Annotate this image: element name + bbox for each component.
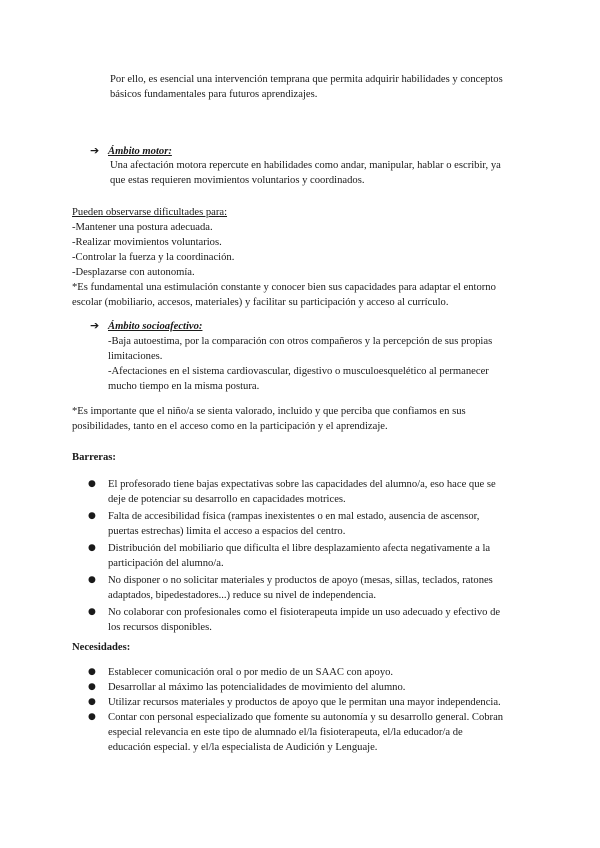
- list-item-line: Contar con personal especializado que fomente su autonomía y su desarrollo general. Cobran: [108, 712, 504, 723]
- dificultades-heading: Pueden observarse dificultades para:: [72, 207, 228, 218]
- list-item-line: puertas estrechas) limita el acceso a espacios del centro.: [108, 526, 346, 537]
- dificultades-block: [72, 205, 532, 310]
- socio-heading: [90, 319, 202, 332]
- list-item: [88, 509, 528, 539]
- motor-line: que estas requieren movimientos voluntarios y coordinados.: [110, 175, 365, 186]
- list-item-line: El profesorado tiene bajas expectativas sobre las capacidades del alumno/a, eso hace que se: [108, 479, 496, 490]
- bullet-icon: ●: [88, 667, 96, 677]
- list-item-line: especial relevancia en este tipo de alumnado el/la fisioterapeuta, el/la educador/a de: [108, 727, 463, 738]
- dificultades-note: escolar (mobiliario, accesos, materiales) y facilitar su participación y acceso al currículo.: [72, 297, 449, 308]
- motor-title: Ámbito motor:: [108, 146, 172, 157]
- socio-line: -Afectaciones en el sistema cardiovascular, digestivo o musculoesquelético al permanecer: [108, 366, 489, 377]
- list-item-line: participación del alumno/a.: [108, 558, 224, 569]
- motor-line: Una afectación motora repercute en habilidades como andar, manipular, hablar o escribir, ya: [110, 160, 501, 171]
- list-item-line: los recursos disponibles.: [108, 622, 212, 633]
- list-item-line: adaptados, bipedestadores...) reduce su nivel de independencia.: [108, 590, 376, 601]
- arrow-right-icon: ➔: [90, 319, 100, 332]
- list-item: [88, 695, 528, 710]
- important-line: *Es importante que el niño/a se sienta valorado, incluido y que perciba que confiamos en sus: [72, 406, 466, 417]
- list-item: [88, 573, 528, 603]
- socio-paragraph: [108, 334, 538, 394]
- bullet-icon: ●: [88, 712, 96, 722]
- dificultades-item: -Desplazarse con autonomía.: [72, 267, 195, 278]
- important-note: [72, 404, 532, 434]
- dificultades-note: *Es fundamental una estimulación constante y conocer bien sus capacidades para adaptar el entorno: [72, 282, 496, 293]
- necesidades-title: Necesidades:: [72, 642, 131, 653]
- list-item: [88, 477, 528, 507]
- bullet-icon: ●: [88, 511, 96, 521]
- barreras-list: [88, 477, 528, 637]
- list-item-line: Distribución del mobiliario que dificulta el libre desplazamiento afecta negativamente a la: [108, 543, 491, 554]
- necesidades-list: [88, 665, 528, 755]
- important-line: posibilidades, tanto en el acceso como en la participación y el aprendizaje.: [72, 421, 388, 432]
- dificultades-item: -Realizar movimientos voluntarios.: [72, 237, 222, 248]
- dificultades-item: -Controlar la fuerza y la coordinación.: [72, 252, 235, 263]
- intro-paragraph: [110, 72, 550, 102]
- list-item-line: Desarrollar al máximo las potencialidades de movimiento del alumno.: [108, 682, 406, 693]
- socio-title: Ámbito socioafectivo:: [108, 321, 203, 332]
- motor-heading: [90, 144, 172, 157]
- socio-line: -Baja autoestima, por la comparación con otros compañeros y la percepción de sus propias: [108, 336, 493, 347]
- barreras-title: Barreras:: [72, 452, 116, 463]
- dificultades-item: -Mantener una postura adecuada.: [72, 222, 213, 233]
- intro-line: básicos fundamentales para futuros aprendizajes.: [110, 89, 318, 100]
- motor-paragraph: [110, 158, 540, 188]
- arrow-right-icon: ➔: [90, 144, 100, 157]
- list-item: [88, 605, 528, 635]
- bullet-icon: ●: [88, 575, 96, 585]
- list-item-line: educación especial. y el/la especialista de Audición y Lenguaje.: [108, 742, 378, 753]
- list-item-line: No colaborar con profesionales como el fisioterapeuta impide un uso adecuado y efectivo de: [108, 607, 501, 618]
- intro-line: Por ello, es esencial una intervención temprana que permita adquirir habilidades y conceptos: [110, 74, 503, 85]
- list-item: [88, 665, 528, 680]
- list-item-line: Establecer comunicación oral o por medio de un SAAC con apoyo.: [108, 667, 394, 678]
- list-item-line: No disponer o no solicitar materiales y productos de apoyo (mesas, sillas, teclados, ratones: [108, 575, 493, 586]
- list-item: [88, 541, 528, 571]
- bullet-icon: ●: [88, 697, 96, 707]
- bullet-icon: ●: [88, 607, 96, 617]
- list-item: [88, 710, 528, 755]
- socio-line: mucho tiempo en la misma postura.: [108, 381, 260, 392]
- bullet-icon: ●: [88, 543, 96, 553]
- bullet-icon: ●: [88, 479, 96, 489]
- list-item-line: Falta de accesibilidad física (rampas inexistentes o en mal estado, ausencia de ascensor,: [108, 511, 480, 522]
- list-item-line: Utilizar recursos materiales y productos de apoyo que le permitan una mayor independencia.: [108, 697, 501, 708]
- list-item-line: deje de potenciar su desarrollo en capacidades motrices.: [108, 494, 346, 505]
- bullet-icon: ●: [88, 682, 96, 692]
- list-item: [88, 680, 528, 695]
- socio-line: limitaciones.: [108, 351, 163, 362]
